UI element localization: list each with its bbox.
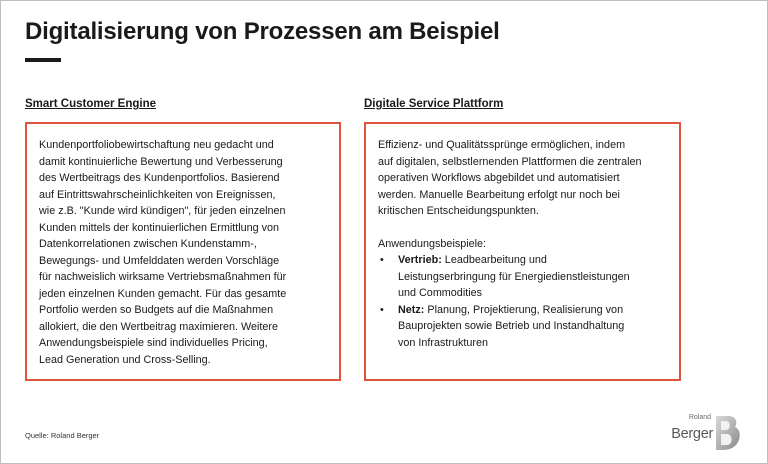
bullet-icon: • <box>380 303 384 316</box>
text-line: wie z.B. "Kunde wird kündigen", für jeden einzelnen <box>39 205 286 217</box>
list-item <box>378 302 667 352</box>
text-line: Anwendungsbeispiele sind individuelles Pricing, <box>39 337 268 349</box>
text-line: operativen Workflows abgebildet und automatisiert <box>378 172 620 184</box>
text-line: und Commodities <box>398 287 483 299</box>
text-line: des Wertbeitrags des Kundenportfolios. Basierend <box>39 172 280 184</box>
roland-berger-logo <box>672 414 742 454</box>
bullet-term: Vertrieb: <box>398 254 442 266</box>
text-line: jeden einzelnen Kunden gemacht. Für das gesamte <box>39 287 287 300</box>
logo-text-main: Berger <box>671 426 713 442</box>
left-column-heading: Smart Customer Engine <box>25 98 156 110</box>
text-line: Datenkorrelationen zwischen Kundenstamm-, <box>39 238 257 250</box>
smart-customer-engine-text <box>39 137 327 368</box>
right-column-heading: Digitale Service Plattform <box>364 98 504 110</box>
text-line: Bauprojekten sowie Betrieb und Instandhaltung <box>398 320 625 332</box>
text-line: werden. Manuelle Bearbeitung erfolgt nur noch bei <box>378 188 620 201</box>
examples-label: Anwendungsbeispiele: <box>378 237 487 250</box>
text-line: damit kontinuierliche Bewertung und Verbesserung <box>39 155 283 168</box>
text-line: allokiert, die den Wertbeitrag maximieren. Weitere <box>39 320 279 333</box>
text-line: Kunden mittels der kontinuierlichen Ermittlung von <box>39 221 280 234</box>
text-line: Effizienz- und Qualitätssprünge ermöglichen, indem <box>378 139 626 151</box>
intro-text <box>378 137 667 220</box>
logo-text-small: Roland <box>688 414 711 421</box>
text-line: für nachweislich wirksame Vertriebsmaßnahmen für <box>39 271 287 283</box>
source-note: Quelle: Roland Berger <box>25 431 100 440</box>
digitale-service-plattform-box <box>364 122 681 381</box>
text-line: Kundenportfoliobewirtschaftung neu gedacht und <box>39 139 274 151</box>
examples-list <box>378 252 667 351</box>
text-line: Lead Generation und Cross-Selling. <box>39 353 211 366</box>
bullet-icon: • <box>380 254 384 266</box>
smart-customer-engine-box <box>25 122 341 381</box>
text-line: Bewegungs- und Umfelddaten werden Vorschläge <box>39 254 280 267</box>
text-line: Planung, Projektierung, Realisierung von <box>424 303 624 316</box>
text-line: Leadbearbeitung und <box>441 254 547 266</box>
text-line: auf digitalen, selbstlernenden Plattformen die zentralen <box>378 155 642 168</box>
text-line: kritischen Entscheidungspunkten. <box>378 205 539 217</box>
title-underline <box>25 58 61 62</box>
text-line: von Infrastrukturen <box>398 336 489 349</box>
paragraph-spacer <box>378 220 667 236</box>
text-line: Leistungserbringung für Energiedienstleistungen <box>398 270 630 283</box>
bullet-term: Netz: <box>398 303 425 316</box>
list-item <box>378 252 667 302</box>
slide-title: Digitalisierung von Prozessen am Beispiel <box>25 18 500 45</box>
roland-berger-b-mark-icon <box>714 414 742 452</box>
text-line: auf Eintrittswahrscheinlichkeiten von Ereignissen, <box>39 188 276 201</box>
text-line: Portfolio werden so Budgets auf die Maßnahmen <box>39 304 274 316</box>
